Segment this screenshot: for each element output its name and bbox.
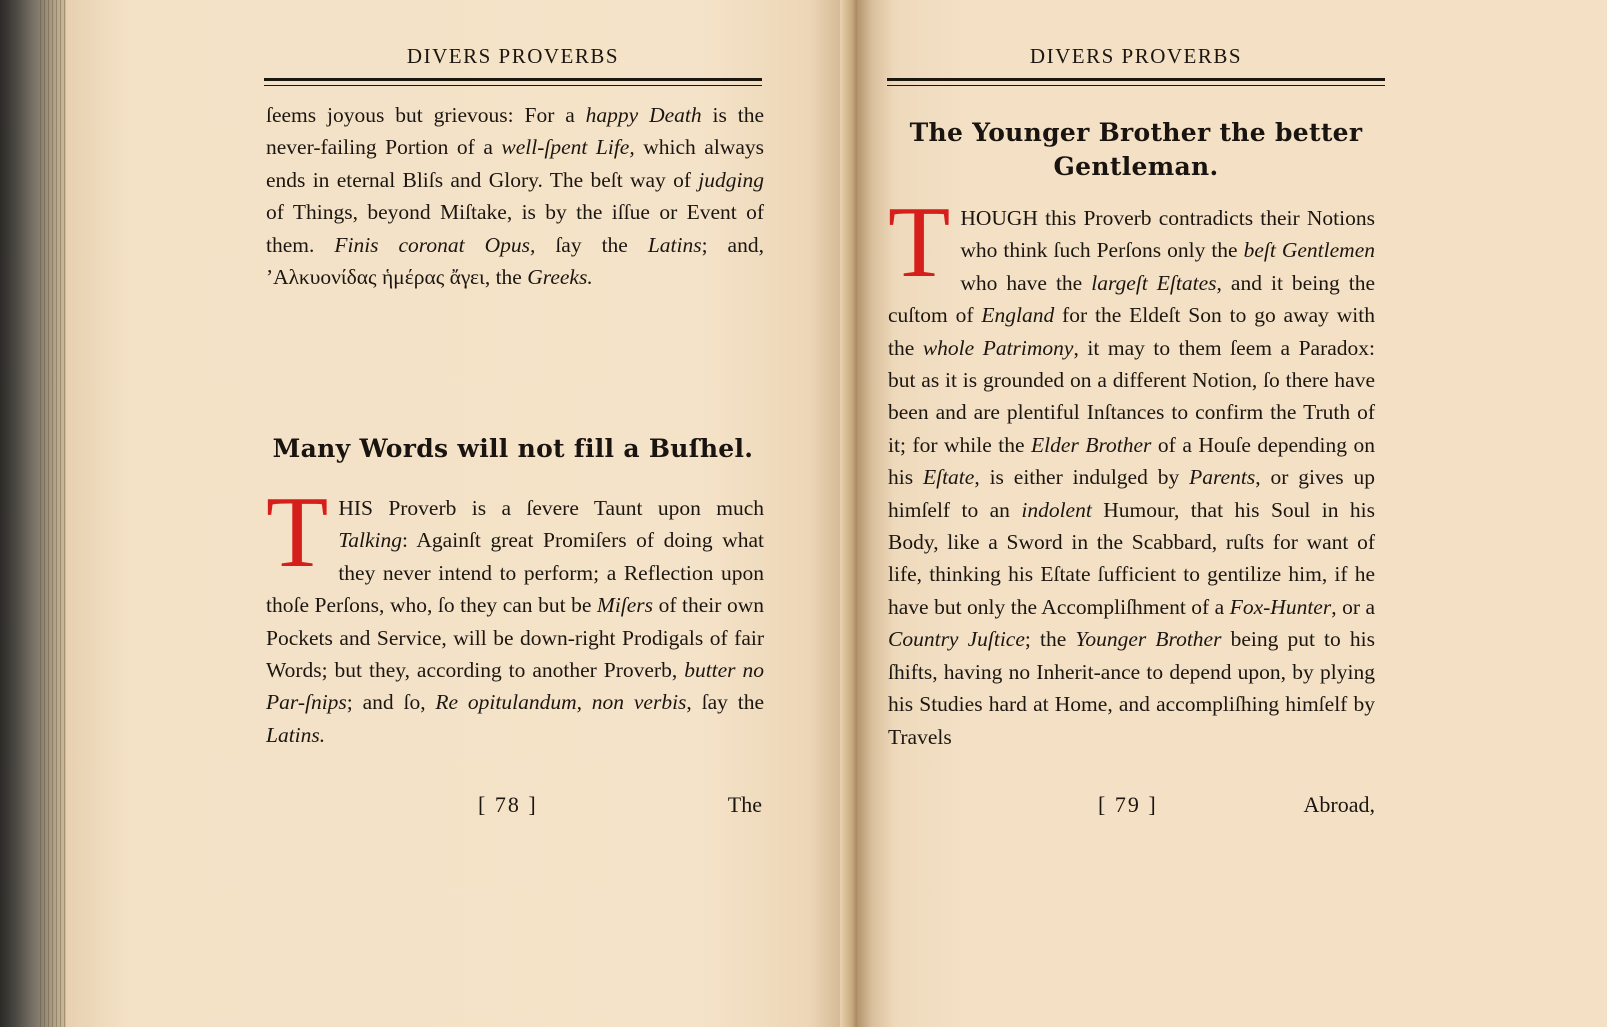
- catchword-right: Abroad,: [1303, 792, 1375, 817]
- text-run: of a Houſe depending on his: [888, 432, 1375, 490]
- heading-line-1: The Younger Brother the better: [909, 118, 1363, 147]
- text-run: which always ends in eternal Bliſs and Glory. The beſt way of: [266, 135, 764, 192]
- text-run: ; and, ’Αλκυονίδας ἡμέρας ἄγει, the: [266, 232, 764, 290]
- section-heading-right: [887, 116, 1385, 184]
- text-run: is the never-failing Portion of a: [266, 103, 765, 160]
- running-head-left: DIVERS PROVERBS: [406, 44, 620, 68]
- text-run: , ſay the: [686, 690, 764, 715]
- continuation-text: [266, 99, 764, 293]
- italic-run: whole Patrimony: [922, 335, 1074, 360]
- section-body-text-left: [266, 476, 765, 751]
- section-body-right: [888, 186, 1376, 753]
- italic-run: largeſt Eſtates: [1091, 270, 1217, 295]
- italic-run: Elder Brother: [1031, 432, 1152, 457]
- section-heading-left: Many Words will not fill a Buſhel.: [272, 434, 754, 463]
- text-run: , it may to them ſeem a Paradox: but as it is grounded on a different Notion, ſo there have been and are plentiful Inſtances to confirm the Truth of it; for while the: [888, 335, 1375, 457]
- section-body-left: [266, 476, 765, 751]
- italic-run: beſt Gentlemen: [1243, 238, 1375, 263]
- text-run: for the Eldeſt Son to go away with the: [888, 303, 1376, 360]
- running-head-right: DIVERS PROVERBS: [1029, 44, 1243, 68]
- page-number-left: [ 78 ]: [478, 792, 538, 817]
- italic-run: Younger Brother: [1075, 627, 1222, 652]
- text-run: , or a: [1331, 594, 1375, 619]
- italic-run: Talking: [338, 528, 403, 553]
- text-run: of Things, beyond Miſtake, is by the iſſue or Event of them.: [266, 200, 764, 257]
- italic-run: happy Death: [585, 103, 702, 127]
- italic-run: England: [981, 303, 1055, 328]
- italic-run: Finis coronat Opus,: [334, 232, 536, 257]
- italic-run: butter no Par-ſnips: [266, 658, 765, 715]
- text-run: ſay the: [535, 232, 648, 257]
- italic-run: well-ſpent Life,: [501, 135, 635, 160]
- text-run: HOUGH this Proverb contradicts their Notions who think ſuch Perſons only the: [960, 206, 1375, 263]
- drop-cap-right: T: [888, 186, 951, 299]
- italic-run: Eſtate: [922, 465, 975, 490]
- text-run: of their own Pockets and Service, will be down-right Prodigals of fair Words; but they, according to another Proverb,: [266, 593, 764, 683]
- head-rule-left: [264, 78, 762, 86]
- text-run: being put to his ſhifts, having no Inherit-ance to depend upon, by plying his Studies hard at Home, and accompliſhing himſelf by Travels: [888, 627, 1375, 749]
- catchword-left: The: [727, 792, 762, 817]
- page-number-right: [ 79 ]: [1098, 792, 1158, 817]
- text-run: who have the: [960, 270, 1092, 295]
- italic-run: judging: [698, 167, 764, 192]
- text-run: ; and ſo,: [346, 690, 436, 715]
- text-run: : Againſt great Promiſers of doing what they never intend to perform; a Reflection upon thoſe Perſons, who, ſo they can but be: [266, 528, 764, 618]
- italic-run: Latins.: [266, 722, 326, 747]
- italic-run: Country Juſtice: [888, 627, 1025, 652]
- italic-run: Latins: [647, 232, 702, 257]
- text-run: ; the: [1024, 627, 1076, 652]
- italic-run: Fox-Hunter: [1229, 594, 1332, 619]
- drop-cap-left: T: [266, 476, 329, 589]
- heading-line-2: Gentleman.: [1053, 152, 1219, 181]
- italic-run: Parents: [1189, 465, 1256, 490]
- continuation-paragraph-left: [266, 99, 764, 293]
- italic-run: Miſers: [596, 593, 654, 618]
- text-run: , is either indulged by: [974, 465, 1190, 490]
- italic-run: Greeks.: [527, 265, 593, 290]
- italic-run: indolent: [1021, 497, 1092, 522]
- section-body-text-right: [888, 186, 1376, 753]
- text-run: Humour, that his Soul in his Body, like a Sword in the Scabbard, ruſts for want of life, thinking his Eſtate ſufficient to gentilize him, if he have but only the Accompliſhment of a: [888, 497, 1375, 619]
- text-run: ſeems joyous but grievous: For a: [266, 103, 586, 127]
- text-run: HIS Proverb is a ſevere Taunt upon much: [338, 496, 764, 520]
- text-run: , and it being the cuſtom of: [888, 270, 1375, 328]
- italic-run: Re opitulandum, non verbis: [435, 690, 687, 715]
- text-run: , or gives up himſelf to an: [888, 465, 1375, 522]
- head-rule-right: [887, 78, 1385, 86]
